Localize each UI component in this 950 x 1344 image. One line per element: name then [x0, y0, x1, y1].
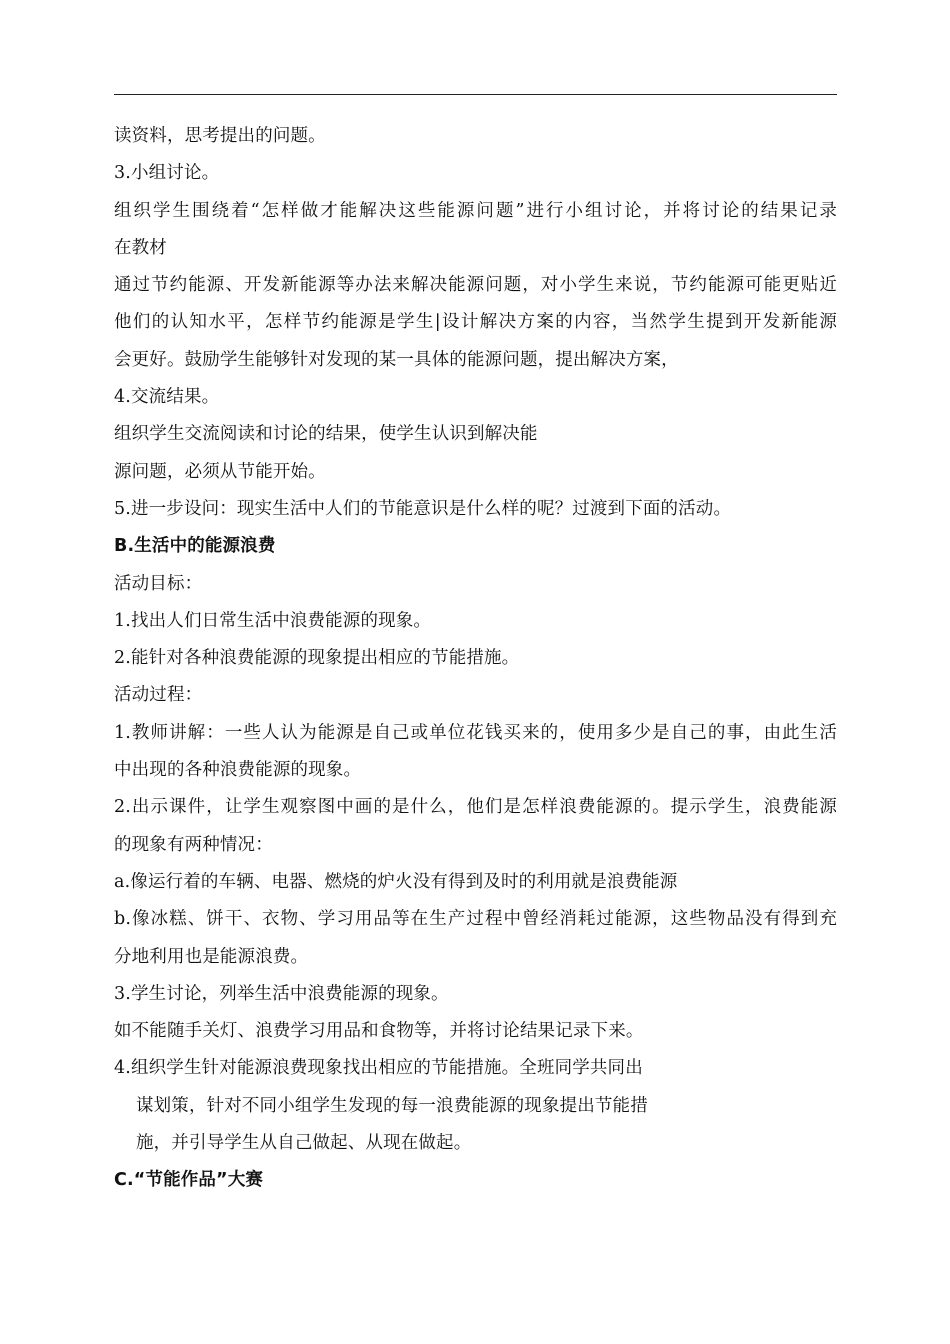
text-line: 他们的认知水平，怎样节约能源是学生|设计解决方案的内容，当然学生提到开发新能源 [114, 312, 837, 333]
text-line: 2.能针对各种浪费能源的现象提出相应的节能措施。 [114, 648, 520, 669]
text-line: 3.小组讨论。 [114, 163, 220, 184]
text-line: 4.交流结果。 [114, 387, 220, 408]
text-line: 1.教师讲解：一些人认为能源是自己或单位花钱买来的，使用多少是自己的事，由此生活 [114, 722, 837, 743]
text-line: a.像运行着的车辆、电器、燃烧的炉火没有得到及时的利用就是浪费能源 [114, 871, 678, 892]
text-line: 读资料，思考提出的问题。 [114, 126, 326, 146]
text-line: 如不能随手关灯、浪费学习用品和食物等，并将讨论结果记录下来。 [114, 1021, 644, 1042]
text-line: 活动目标： [114, 573, 203, 594]
text-line: 活动过程： [114, 685, 203, 706]
text-line: 5.进一步设问：现实生活中人们的节能意识是什么样的呢？过渡到下面的活动。 [114, 498, 732, 519]
document-body [114, 118, 842, 1200]
text-line: 源问题，必须从节能开始。 [114, 461, 326, 482]
text-line: 分地利用也是能源浪费。 [114, 946, 309, 967]
text-line: 3.学生讨论，列举生活中浪费能源的现象。 [114, 983, 449, 1004]
text-line: 的现象有两种情况： [114, 834, 273, 855]
text-line: 4.组织学生针对能源浪费现象找出相应的节能措施。全班同学共同出 [114, 1058, 643, 1079]
text-line: 2.出示课件，让学生观察图中画的是什么，他们是怎样浪费能源的。提示学生，浪费能源 [114, 797, 837, 818]
text-line: b.像冰糕、饼干、衣物、学习用品等在生产过程中曾经消耗过能源，这些物品没有得到充 [114, 909, 837, 930]
text-line: 通过节约能源、开发新能源等办法来解决能源问题，对小学生来说，节约能源可能更贴近 [114, 275, 837, 296]
section-heading-b: B.生活中的能源浪费 [114, 536, 276, 557]
text-line: 中出现的各种浪费能源的现象。 [114, 760, 362, 781]
text-line: 谋划策，针对不同小组学生发现的每一浪费能源的现象提出节能措 [136, 1095, 648, 1116]
header-rule [114, 94, 837, 95]
text-line: 在教材 [114, 237, 167, 258]
text-line: 组织学生交流阅读和讨论的结果，使学生认识到解决能 [114, 424, 538, 445]
text-line: 会更好。鼓励学生能够针对发现的某一具体的能源问题，提出解决方案， [114, 349, 679, 370]
text-line: 施，并引导学生从自己做起、从现在做起。 [136, 1133, 472, 1154]
section-heading-c: C.“节能作品”大赛 [114, 1170, 263, 1191]
text-line: 组织学生围绕着“怎样做才能解决这些能源问题”进行小组讨论，并将讨论的结果记录 [114, 200, 837, 221]
text-line: 1.找出人们日常生活中浪费能源的现象。 [114, 610, 432, 631]
